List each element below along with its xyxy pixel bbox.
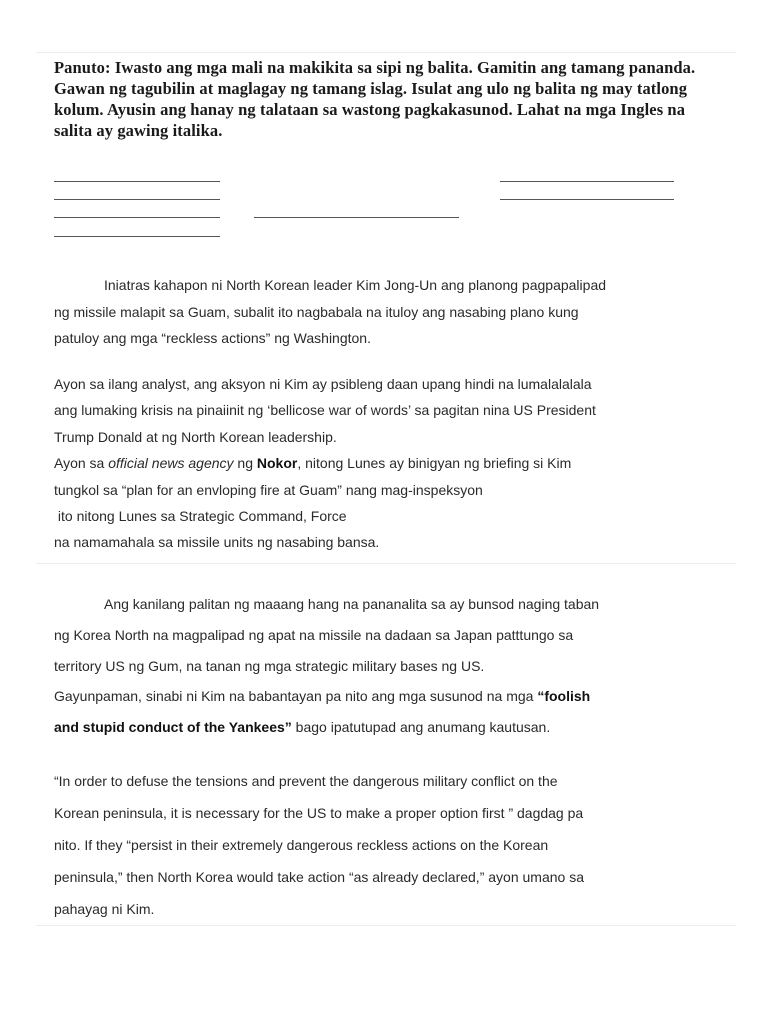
text-line: Iniatras kahapon ni North Korean leader Kim Jong-Un ang planong pagpapalipad — [104, 277, 607, 293]
text-line: ito nitong Lunes sa Strategic Command, Force — [54, 508, 347, 525]
instructions-text: Panuto: Iwasto ang mga mali na makikita sa sipi ng balita. Gamitin ang tamang pananda. Gawan ng tagubilin at maglagay ng tamang islag. Isulat ang ulo ng balita ng may tatlong kolum. Ayusin ang hanay ng talataan sa wastong pagkakasunod. Lahat na mga Ingles na salita ay gawing italika. — [54, 58, 696, 140]
blank-line — [254, 217, 459, 218]
text-fragment: ng — [233, 455, 257, 472]
text-line: ng missile malapit sa Guam, subalit ito nagbabala na ituloy ang nasabing plano kung — [54, 303, 579, 320]
text-line: pahayag ni Kim. — [54, 901, 155, 917]
text-line: Korean peninsula, it is necessary for the US to make a proper option first ” dagdag pa — [54, 805, 584, 821]
section-rule — [36, 563, 736, 564]
bold-phrase: and stupid conduct of the Yankees” — [54, 719, 292, 736]
text-fragment: bago ipatutupad ang anumang kautusan. — [291, 719, 551, 736]
text-fragment: Ayon sa — [54, 455, 109, 472]
text-fragment: Gayunpaman, sinabi ni Kim na babantayan pa nito ang mga susunod na mga — [54, 688, 538, 705]
text-fragment: , nitong Lunes ay binigyan ng briefing si Kim — [297, 455, 572, 472]
italic-phrase: official news agency — [108, 455, 234, 472]
top-rule — [36, 52, 736, 53]
bottom-rule — [36, 925, 736, 926]
text-line: Ayon sa ilang analyst, ang aksyon ni Kim ay psibleng daan upang hindi na lumalalalala — [54, 376, 592, 392]
text-line: ng Korea North na magpalipad ng apat na missile na dadaan sa Japan patttungo sa — [54, 626, 574, 643]
text-line: Ang kanilang palitan ng maaang hang na pananalita sa ay bunsod naging taban — [104, 596, 600, 612]
bold-word: Nokor — [256, 455, 298, 472]
text-line — [54, 719, 550, 735]
text-line: patuloy ang mga “reckless actions” ng Washington. — [54, 330, 371, 346]
blank-line — [500, 199, 674, 200]
paragraph-4 — [54, 765, 704, 925]
bold-phrase: “foolish — [537, 688, 591, 705]
blank-line — [54, 181, 220, 182]
paragraph-3 — [54, 589, 704, 743]
text-line: na namamahala sa missile units ng nasabing bansa. — [54, 534, 380, 551]
blank-line — [54, 199, 220, 200]
text-line: territory US ng Gum, na tanan ng mga strategic military bases ng US. — [54, 657, 485, 674]
blank-line — [54, 217, 220, 218]
text-line — [54, 688, 590, 704]
text-line: “In order to defuse the tensions and prevent the dangerous military conflict on the — [54, 773, 558, 789]
text-line — [54, 455, 571, 471]
text-line: tungkol sa “plan for an envloping fire at Guam” nang mag-inspeksyon — [54, 481, 483, 498]
text-line: peninsula,” then North Korea would take action “as already declared,” ayon umano sa — [54, 869, 584, 885]
blank-line — [54, 236, 220, 237]
paragraph-2 — [54, 371, 704, 556]
text-line: ang lumaking krisis na pinaiinit ng ‘bellicose war of words’ sa pagitan nina US President — [54, 402, 596, 419]
text-line: Trump Donald at ng North Korean leadership. — [54, 428, 337, 445]
text-line: nito. If they “persist in their extremely dangerous reckless actions on the Korean — [54, 837, 549, 853]
blank-line — [500, 181, 674, 182]
paragraph-1 — [54, 272, 704, 352]
